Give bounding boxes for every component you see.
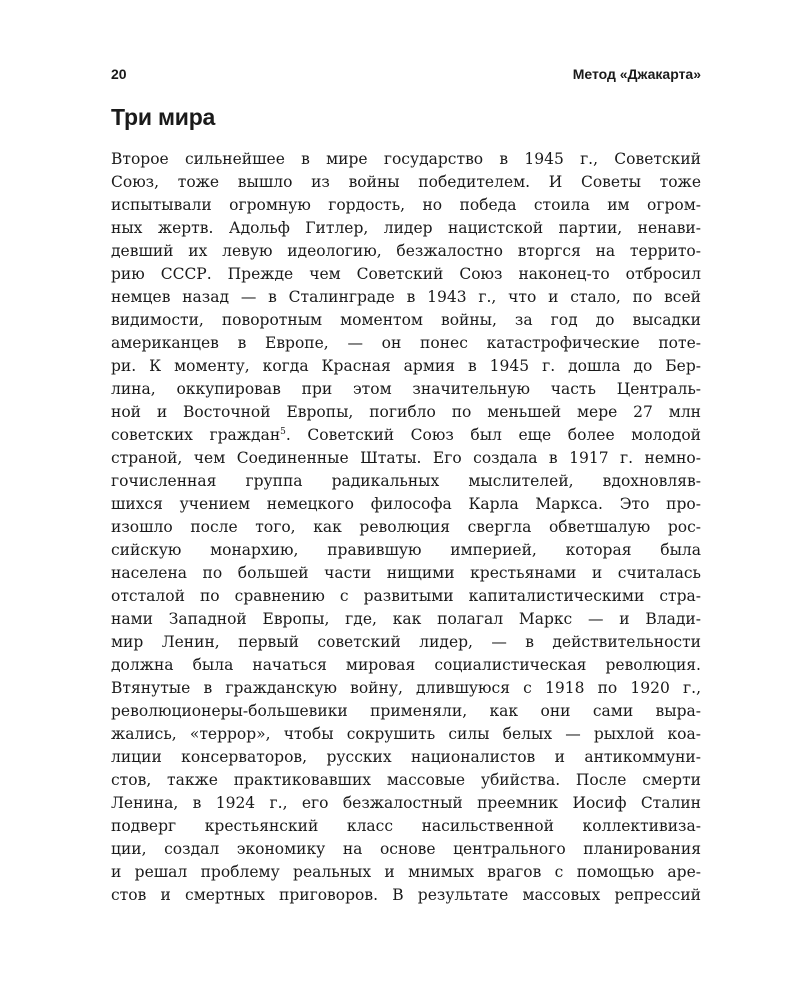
text-line: революционеры-большевики применяли, как они сами выра-: [111, 702, 701, 720]
running-title: Метод «Джакарта»: [572, 66, 701, 82]
text-line: рию СССР. Прежде чем Советский Союз наконец-то отбросил: [111, 265, 701, 283]
text-line: ри. К моменту, когда Красная армия в 1945 г. дошла до Бер-: [111, 357, 701, 375]
text-line: американцев в Европе, — он понес катастрофические поте-: [111, 334, 701, 352]
text-line: стов, также практиковавших массовые убийства. После смерти: [111, 771, 701, 789]
text-line: ной и Восточной Европы, погибло по меньшей мере 27 млн: [111, 403, 701, 421]
text-line: видимости, поворотным моментом войны, за год до высадки: [111, 311, 701, 329]
text-line: сийскую монархию, правившую империей, которая была: [111, 541, 701, 559]
body-paragraph: [111, 148, 701, 907]
text-segment: советских граждан: [111, 426, 281, 444]
text-line: подверг крестьянский класс насильственной коллективиза-: [111, 817, 701, 835]
text-line: шихся учением немецкого философа Карла Маркса. Это про-: [111, 495, 701, 513]
page-number: 20: [111, 66, 127, 82]
text-segment: . Советский Союз был еще более молодой: [285, 426, 701, 444]
text-line: испытывали огромную гордость, но победа стоила им огром-: [111, 196, 701, 214]
text-line: девший их левую идеологию, безжалостно вторгся на террито-: [111, 242, 701, 260]
text-line: лина, оккупировав при этом значительную часть Централь-: [111, 380, 701, 398]
text-line: страной, чем Соединенные Штаты. Его создала в 1917 г. немно-: [111, 449, 701, 467]
text-line: Второе сильнейшее в мире государство в 1945 г., Советский: [111, 150, 701, 168]
text-line: должна была начаться мировая социалистическая революция.: [111, 656, 701, 674]
text-line: изошло после того, как революция свергла обветшалую рос-: [111, 518, 701, 536]
text-line: и решал проблему реальных и мнимых врагов с помощью аре-: [111, 863, 701, 881]
text-line: немцев назад — в Сталинграде в 1943 г., что и стало, по всей: [111, 288, 701, 306]
text-line: отсталой по сравнению с развитыми капиталистическими стра-: [111, 587, 701, 605]
footnote-reference: 5: [280, 427, 286, 437]
text-line: ных жертв. Адольф Гитлер, лидер нацистской партии, ненави-: [111, 219, 701, 237]
text-line: ции, создал экономику на основе центрального планирования: [111, 840, 701, 858]
text-line: Ленина, в 1924 г., его безжалостный преемник Иосиф Сталин: [111, 794, 701, 812]
text-line: мир Ленин, первый советский лидер, — в действительности: [111, 633, 701, 651]
section-title: Три мира: [111, 104, 216, 130]
page-header: [111, 66, 701, 88]
text-line: стов и смертных приговоров. В результате массовых репрессий: [111, 886, 701, 904]
text-line: гочисленная группа радикальных мыслителей, вдохновляв-: [111, 472, 701, 490]
text-line: населена по большей части нищими крестьянами и считалась: [111, 564, 701, 582]
text-line-with-footnote: [111, 424, 701, 447]
text-line: нами Западной Европы, где, как полагал Маркс — и Влади-: [111, 610, 701, 628]
text-line: Втянутые в гражданскую войну, длившуюся с 1918 по 1920 г.,: [111, 679, 701, 697]
text-line: жались, «террор», чтобы сокрушить силы белых — рыхлой коа-: [111, 725, 701, 743]
text-line: Союз, тоже вышло из войны победителем. И Советы тоже: [111, 173, 701, 191]
text-line: лиции консерваторов, русских националистов и антикоммуни-: [111, 748, 701, 766]
